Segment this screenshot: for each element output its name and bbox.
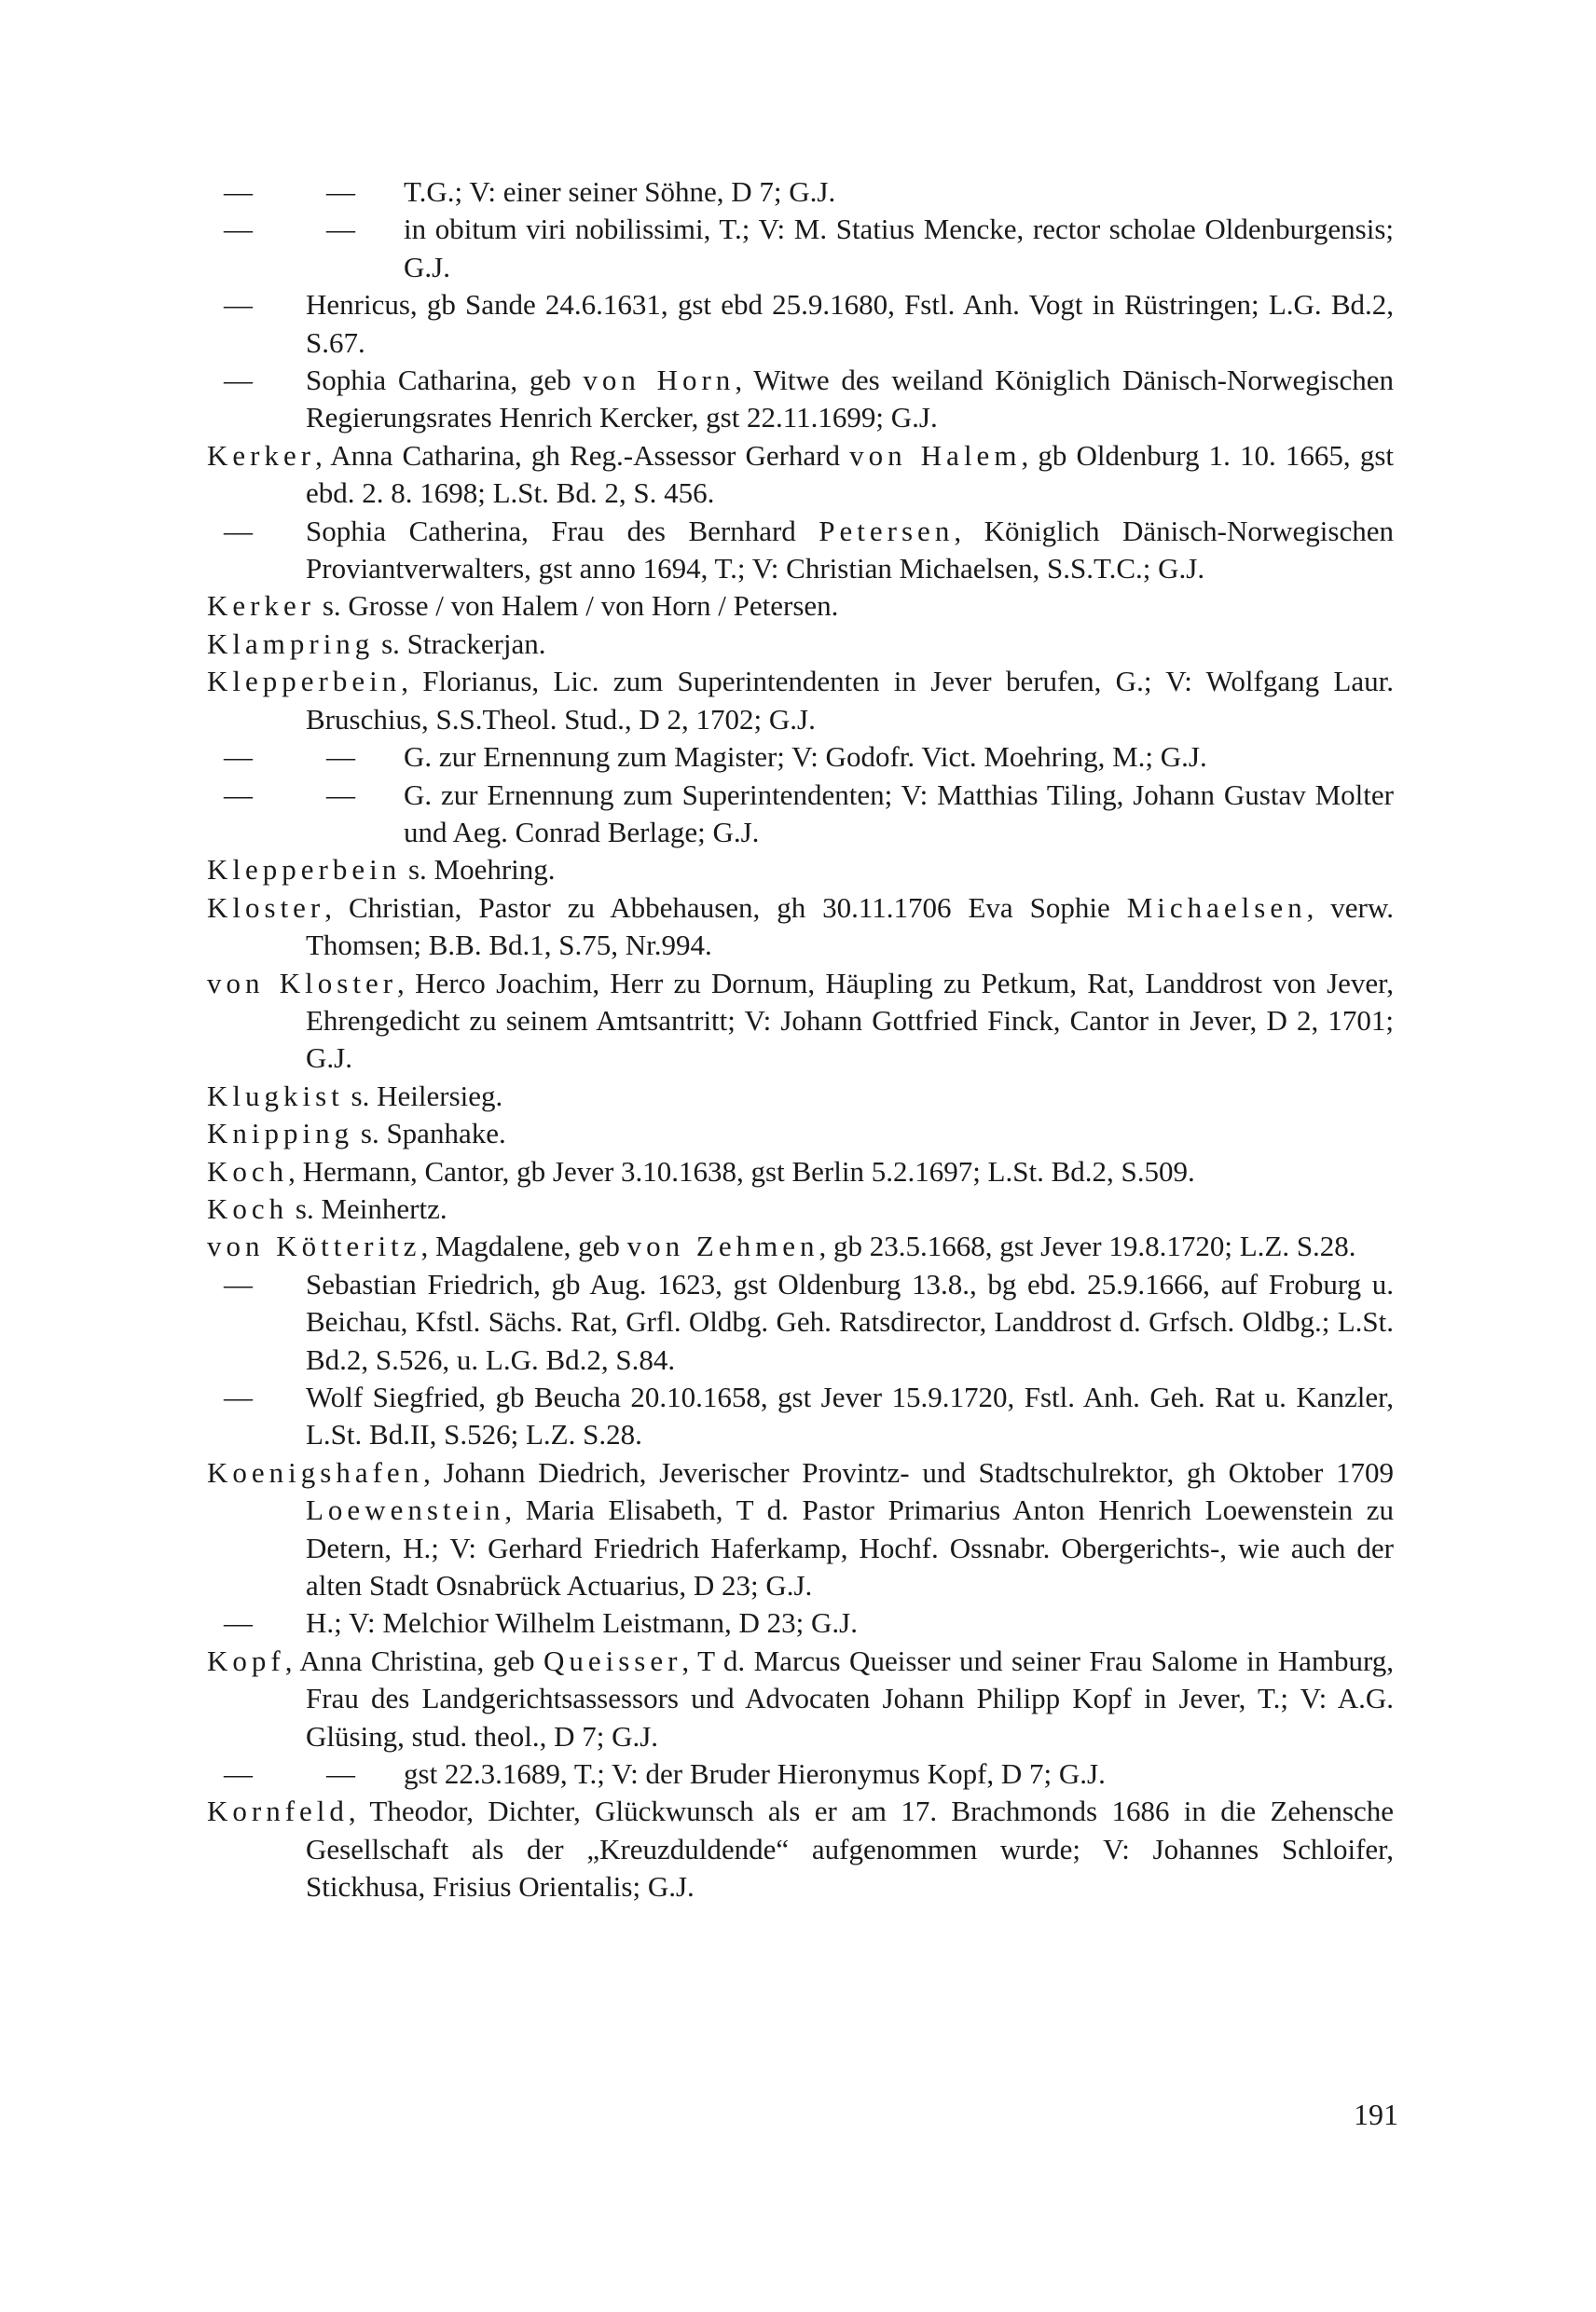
entry-text: gst 22.3.1689, T.; V: der Bruder Hieronymus Kopf, D 7; G.J. xyxy=(404,1757,1106,1791)
register-entry xyxy=(0,1643,1596,1755)
entry-text: , Anna Catharina, gh Reg.-Assessor Gerhard xyxy=(315,438,850,472)
spaced-name: Queisser xyxy=(543,1644,682,1677)
register-entry xyxy=(0,1604,1596,1642)
register-entry xyxy=(0,1078,1596,1115)
entry-text: , gb 23.5.1668, gst Jever 19.8.1720; L.Z. S.28. xyxy=(819,1230,1356,1263)
ditto-dash: — xyxy=(224,1757,253,1791)
register-entry xyxy=(0,889,1596,965)
register-entry xyxy=(0,437,1596,513)
register-entry xyxy=(0,173,1596,211)
ditto-dash: — xyxy=(224,1267,253,1300)
register-entry xyxy=(0,1115,1596,1152)
register-entry xyxy=(0,1793,1596,1906)
ditto-dash: — xyxy=(224,740,253,774)
register-entry xyxy=(0,1228,1596,1265)
spaced-name: Kopf xyxy=(207,1644,285,1677)
entry-text: , T d. Marcus Queisser und seiner Frau Salome in Hamburg, Frau des Landgerichtsassessors und Advocaten Johann Philipp Kopf in Jever, T.; V: A.G. Glüsing, stud. theol., D 7; G.J. xyxy=(306,1644,1395,1753)
ditto-dash: — xyxy=(326,1757,355,1791)
entry-text: Sophia Catharina, geb xyxy=(306,364,584,397)
ditto-dash: — xyxy=(224,1606,253,1640)
entry-text: , Johann Diedrich, Jeverischer Provintz- und Stadtschulrektor, gh Oktober 1709 xyxy=(423,1455,1394,1489)
register-entry xyxy=(0,851,1596,888)
spaced-name: Knipping xyxy=(207,1117,354,1150)
spaced-name: von Kötteritz xyxy=(207,1230,421,1263)
ditto-dash: — xyxy=(326,740,355,774)
entry-text: , Königlich Dänisch-Norwegischen Proviantverwalters, gst anno 1694, T.; V: Christian Michaelsen, S.S.T.C.; G.J. xyxy=(306,514,1394,585)
spaced-name: Koch xyxy=(207,1191,289,1225)
ditto-dash: — xyxy=(224,778,253,811)
entry-text: s. Strackerjan. xyxy=(374,626,546,660)
entry-text: , verw. Thomsen; B.B. Bd.1, S.75, Nr.994. xyxy=(306,890,1394,962)
register-entry xyxy=(0,965,1596,1078)
entry-text: , Christian, Pastor zu Abbehausen, gh 30.11.1706 Eva Sophie xyxy=(324,890,1127,924)
page-number: 191 xyxy=(1354,2098,1398,2131)
register-entry xyxy=(0,362,1596,437)
register-entry xyxy=(0,587,1596,625)
register-entry xyxy=(0,513,1596,588)
entry-text: s. Grosse / von Halem / von Horn / Petersen. xyxy=(315,589,839,623)
spaced-name: Kloster xyxy=(207,890,325,924)
ditto-dash: — xyxy=(224,288,253,322)
register-entry xyxy=(0,626,1596,663)
spaced-name: Kornfeld xyxy=(207,1795,349,1828)
spaced-name: von Halem xyxy=(849,438,1022,472)
entry-text: T.G.; V: einer seiner Söhne, D 7; G.J. xyxy=(404,175,836,208)
entry-text: in obitum viri nobilissimi, T.; V: M. Statius Mencke, rector scholae Oldenburgensis; G.J. xyxy=(404,213,1394,283)
register-entry xyxy=(0,1190,1596,1228)
register-entry xyxy=(0,286,1596,362)
spaced-name: Kerker xyxy=(207,589,316,623)
entry-text: H.; V: Melchior Wilhelm Leistmann, D 23; G.J. xyxy=(306,1606,858,1640)
entry-text: G. zur Ernennung zum Superintendenten; V: Matthias Tiling, Johann Gustav Molter und Aeg. Conrad Berlage; G.J. xyxy=(404,778,1394,848)
register-entry xyxy=(0,1755,1596,1793)
entry-text: , Florianus, Lic. zum Superintendenten in Jever berufen, G.; V: Wolfgang Laur. Bruschius, S.S.Theol. Stud., D 2, 1702; G.J. xyxy=(306,665,1394,736)
spaced-name: Kloster xyxy=(279,966,398,999)
spaced-name: Klugkist xyxy=(207,1079,344,1112)
entry-text: , Maria Elisabeth, T d. Pastor Primarius Anton Henrich Loewenstein zu Detern, H.; V: Gerhard Friedrich Haferkamp, Hochf. Ossnabr. Obergerichts-, wie auch der alten Stadt Osnabrück Actuarius, D 23; G.J. xyxy=(306,1493,1394,1603)
entry-text: G. zur Ernennung zum Magister; V: Godofr. Vict. Moehring, M.; G.J. xyxy=(404,740,1207,774)
ditto-dash: — xyxy=(326,213,355,246)
register-entry xyxy=(0,663,1596,738)
entry-text: , Hermann, Cantor, gb Jever 3.10.1638, gst Berlin 5.2.1697; L.St. Bd.2, S.509. xyxy=(288,1154,1195,1188)
entry-text: Sophia Catherina, Frau des Bernhard xyxy=(306,514,819,547)
register-entries xyxy=(0,173,1596,1906)
entry-text: s. Meinhertz. xyxy=(288,1191,447,1225)
entry-text: , Herco Joachim, Herr zu Dornum, Häupling zu Petkum, Rat, Landdrost von Jever, Ehrengedicht zu seinem Amtsantritt; V: Johann Gottfried Finck, Cantor in Jever, D 2, 1701; G.J. xyxy=(306,966,1394,1075)
ditto-dash: — xyxy=(224,364,253,397)
spaced-name: Klepperbein xyxy=(207,853,402,887)
register-entry xyxy=(0,1266,1596,1379)
register-entry xyxy=(0,1153,1596,1190)
spaced-name: von xyxy=(207,966,280,999)
register-entry xyxy=(0,1454,1596,1605)
ditto-dash: — xyxy=(326,175,355,208)
entry-text: , Theodor, Dichter, Glückwunsch als er am 17. Brachmonds 1686 in die Zehensche Gesellschaft als der „Kreuzduldende“ aufgenommen wurde; V: Johannes Schloifer, Stickhusa, Frisius Orientalis; G.J. xyxy=(306,1795,1394,1904)
spaced-name: Koenigshafen xyxy=(207,1455,424,1489)
spaced-name: Petersen xyxy=(819,514,955,547)
register-entry xyxy=(0,777,1596,852)
entry-text: s. Moehring. xyxy=(401,853,556,887)
entry-text: Wolf Siegfried, gb Beucha 20.10.1658, gst Jever 15.9.1720, Fstl. Anh. Geh. Rat u. Kanzler, L.St. Bd.II, S.526; L.Z. S.28. xyxy=(306,1381,1394,1452)
ditto-dash: — xyxy=(224,175,253,208)
entry-text: s. Spanhake. xyxy=(353,1117,506,1150)
ditto-dash: — xyxy=(224,213,253,246)
register-entry xyxy=(0,738,1596,776)
entry-text: , Anna Christina, geb xyxy=(284,1644,543,1677)
register-entry xyxy=(0,1379,1596,1454)
spaced-name: Kerker xyxy=(207,438,316,472)
entry-text: Sebastian Friedrich, gb Aug. 1623, gst Oldenburg 13.8., bg ebd. 25.9.1666, auf Froburg u. Beichau, Kfstl. Sächs. Rat, Grfl. Oldbg. Geh. Ratsdirector, Landdrost d. Grfsch. Oldbg.; L.St. Bd.2, S.526, u. L.G. Bd.2, S.84. xyxy=(306,1267,1394,1376)
ditto-dash: — xyxy=(326,778,355,811)
entry-text: , gb Oldenburg 1. 10. 1665, gst ebd. 2. 8. 1698; L.St. Bd. 2, S. 456. xyxy=(306,438,1394,510)
ditto-dash: — xyxy=(224,514,253,547)
spaced-name: Michaelsen xyxy=(1126,890,1307,924)
spaced-name: Klampring xyxy=(207,626,375,660)
entry-text: s. Heilersieg. xyxy=(343,1079,503,1112)
entry-text: , Magdalene, geb xyxy=(420,1230,627,1263)
spaced-name: von Horn xyxy=(583,364,736,397)
ditto-dash: — xyxy=(224,1381,253,1413)
register-entry xyxy=(0,211,1596,286)
entry-text: , Witwe des weiland Königlich Dänisch-Norwegischen Regierungsrates Henrich Kercker, gst 22.11.1699; G.J. xyxy=(306,364,1394,434)
spaced-name: Klepperbein xyxy=(207,665,402,698)
spaced-name: von Zehmen xyxy=(626,1230,819,1263)
entry-text: Henricus, gb Sande 24.6.1631, gst ebd 25.9.1680, Fstl. Anh. Vogt in Rüstringen; L.G. Bd.2, S.67. xyxy=(306,288,1394,359)
spaced-name: Loewenstein xyxy=(306,1493,505,1527)
spaced-name: Koch xyxy=(207,1154,289,1188)
